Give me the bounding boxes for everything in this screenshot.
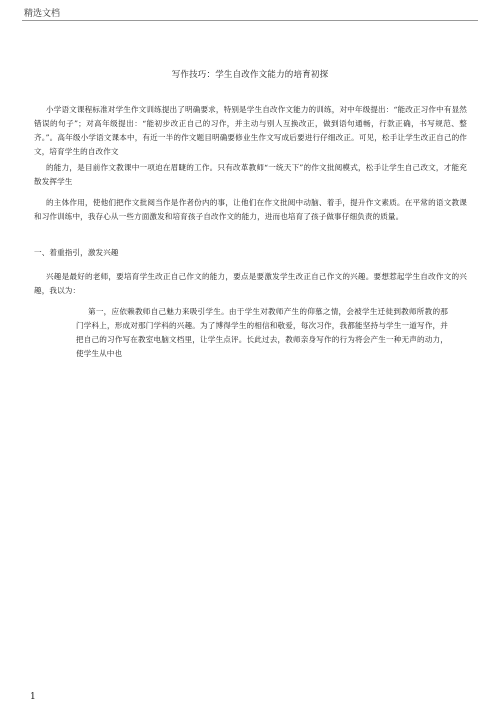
- paragraph-3: 的主体作用，使他们把作文批阅当作是作者份内的事，让他们在作文批阅中动脑、着手，提升作文素质。在平常的语文教课和习作训练中，我存心从一些方面激发和培育孩子自改作文的能力，进而也培育了孩子做事仔细负责的质量。: [34, 198, 467, 221]
- paragraph-4: 兴趣是最好的老师，要培育学生改正自己作文的能力，要点是要激发学生改正自己作文的兴趣。要想惹起学生自改作文的兴趣，我以为：: [34, 272, 467, 295]
- page-number: 1: [30, 692, 36, 702]
- paragraph-5: 第一，应依赖教师自己魅力来吸引学生。由于学生对教师产生的仰慕之情，会被学生迁徙到教师所教的那门学科上，形成对那门学科的兴趣。为了博得学生的相信和敬爱，每次习作，我都能坚持与学生一道写作，并把自己的习作写在教室电脑文档里，让学生点评。长此过去，教师亲身写作的行为将会产生一种无声的动力，使学生从中也: [76, 307, 448, 358]
- document-title: 写作技巧：学生自改作文能力的培育初探: [171, 70, 329, 80]
- paragraph-2: 的能力，是目前作文教课中一项迫在眉睫的工作。只有改革教师“一统天下”的作文批阅模式，松手让学生自己改文，才能充散发挥学生: [34, 163, 467, 186]
- header-label: 精选文档: [24, 9, 61, 19]
- section-heading: 一、着重指引，激发兴趣: [34, 248, 119, 257]
- paragraph-1: 小学语文课程标准对学生作文训练提出了明确要求，特别是学生自改作文能力的训练，对中年级提出：“能改正习作中有显然错误的句子”；对高年级提出：“能初步改正自己的习作，并主动与别人互换改正，做到语句通畅，行款正确，书写规范、整齐。”。高年级小学语文课本中，有近一半的作文题目明确要修业生作文写成后要进行仔细改正。可见，松手让学生改正自己的作文，培育学生的自改作文: [34, 105, 467, 156]
- header-divider: [22, 20, 478, 21]
